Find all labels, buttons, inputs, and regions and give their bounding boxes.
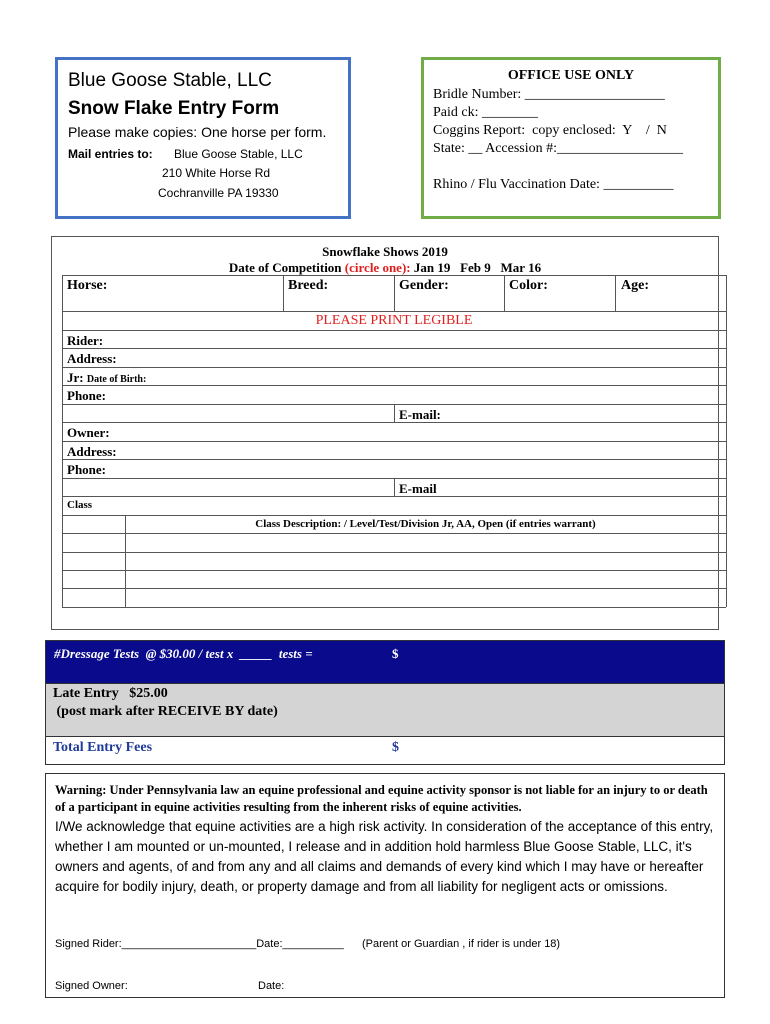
class-description-header: Class Description: / Level/Test/Division Jr, AA, Open (if entries warrant) xyxy=(255,518,596,530)
dressage-tests-line: #Dressage Tests @ $30.00 / test x _____ tests = xyxy=(54,646,313,661)
mail-address-line3: Cochranville PA 19330 xyxy=(158,186,279,200)
entry-form-table xyxy=(51,236,719,630)
copies-note: Please make copies: One horse per form. xyxy=(68,124,327,140)
breed-label: Breed: xyxy=(288,278,329,293)
parent-guardian-note: (Parent or Guardian , if rider is under 18) xyxy=(362,938,561,950)
office-title: OFFICE USE ONLY xyxy=(507,68,635,83)
rider-label: Rider: xyxy=(67,333,104,348)
owner-email-label: E-mail xyxy=(399,481,437,496)
jr-text: Jr: xyxy=(67,370,84,385)
competition-dates: Jan 19 Feb 9 Mar 16 xyxy=(410,260,542,275)
fees-section xyxy=(45,640,725,765)
age-label: Age: xyxy=(621,278,649,293)
warning-text: Warning: Under Pennsylvania law an equine professional and equine activity sponsor is not liable for an injury to or death of a participant in equine activities resulting from the inherent risks of equine activities. xyxy=(55,783,708,814)
rider-email-label: E-mail: xyxy=(399,407,441,422)
class-label: Class xyxy=(67,499,93,511)
circle-one-note: (circle one): xyxy=(344,260,411,275)
dressage-dollar: $ xyxy=(392,646,399,661)
rider-phone-label: Phone: xyxy=(67,388,106,403)
dob-label: Date of Birth: xyxy=(86,374,147,385)
signed-rider-line: Signed Rider:______________________Date:__________ xyxy=(55,938,344,950)
paid-check-field: Paid ck: ________ xyxy=(433,105,538,120)
owner-phone-label: Phone: xyxy=(67,462,106,477)
late-entry-note: (post mark after RECEIVE BY date) xyxy=(53,704,278,719)
form-title: Snow Flake Entry Form xyxy=(68,98,280,119)
total-fees-label: Total Entry Fees xyxy=(53,740,153,755)
competition-date-label: Date of Competition xyxy=(228,260,345,275)
owner-address-label: Address: xyxy=(67,444,117,459)
stable-name: Blue Goose Stable, LLC xyxy=(68,70,272,91)
junior-label xyxy=(67,370,146,386)
mail-address-line1: Blue Goose Stable, LLC xyxy=(174,147,303,161)
state-accession-field: State: __ Accession #:__________________ xyxy=(433,141,684,156)
dressage-band xyxy=(46,641,724,683)
release-text: I/We acknowledge that equine activities are a high risk activity. In consideration of the acceptance of this entry, whether I am mounted or un-mounted, I release and in addition hold harmless Blue Goose Stable, LLC, it's owners and agents, of and from any and all claims and demands of every kind which I may have or hereafter acquire for bodily injury, death, or property damage and from all liability for negligent acts or omissions. xyxy=(55,819,714,894)
shows-title: Snowflake Shows 2019 xyxy=(322,244,448,259)
signed-owner-line: Signed Owner: xyxy=(55,980,128,992)
late-entry-band xyxy=(46,683,724,737)
owner-label: Owner: xyxy=(67,425,110,440)
owner-date-line: Date: xyxy=(258,980,285,992)
stable-info-box xyxy=(55,57,351,219)
liability-waiver xyxy=(45,773,725,998)
late-entry-fee: Late Entry $25.00 xyxy=(53,686,168,701)
gender-label: Gender: xyxy=(399,278,449,293)
rider-address-label: Address: xyxy=(67,351,117,366)
bridle-number-field: Bridle Number: ____________________ xyxy=(433,87,665,102)
total-dollar: $ xyxy=(392,740,399,755)
mail-address-line2: 210 White Horse Rd xyxy=(162,166,271,180)
horse-label: Horse: xyxy=(67,278,108,293)
mail-label: Mail entries to: xyxy=(68,147,153,161)
vaccination-date-field: Rhino / Flu Vaccination Date: __________ xyxy=(433,177,674,192)
color-label: Color: xyxy=(509,278,548,293)
coggins-report-field: Coggins Report: copy enclosed: Y / N xyxy=(433,123,667,138)
competition-date-line xyxy=(52,260,718,276)
print-legible-notice: PLEASE PRINT LEGIBLE xyxy=(315,313,473,328)
office-use-box xyxy=(421,57,721,219)
